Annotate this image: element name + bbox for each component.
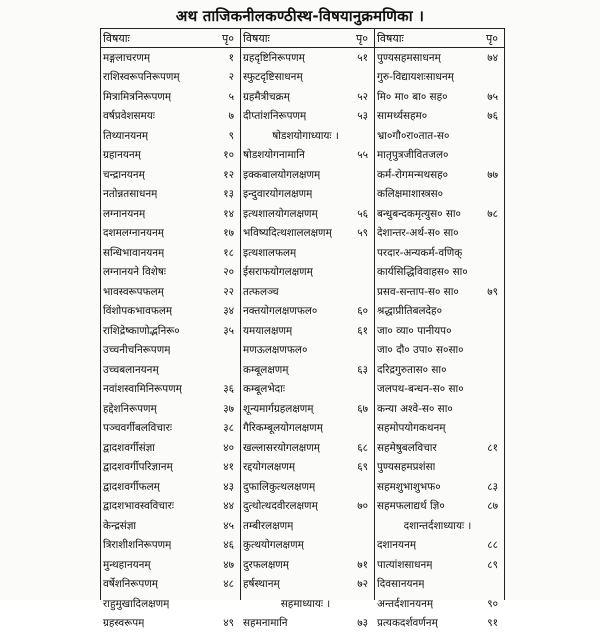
index-entry <box>240 204 374 224</box>
index-entry <box>374 204 504 224</box>
entry-title: ग्रहस्वरूपम् <box>103 616 144 630</box>
entry-title: दुरफलक्षणम् <box>243 558 289 572</box>
index-entry <box>100 321 240 341</box>
page-heading: पृ० <box>222 31 234 46</box>
entry-page-number: ७८ <box>483 207 498 221</box>
index-entry <box>240 380 374 400</box>
entry-title: सहमोपयोगकथनम् <box>377 421 446 435</box>
entry-title: कुत्थयोगलक्षणम् <box>243 538 304 552</box>
index-entry <box>100 126 240 146</box>
entry-title: मित्रामित्रनिरूपणम् <box>103 90 171 104</box>
entry-page-number: २० <box>219 265 234 279</box>
index-entry <box>100 224 240 244</box>
index-entry <box>240 497 374 517</box>
index-entry <box>374 48 504 68</box>
entry-title: दिवसानयनम् <box>377 577 424 591</box>
index-entry <box>240 68 374 88</box>
entry-title: द्वादशवर्गीसंज्ञा <box>103 441 155 455</box>
entry-page-number: ६१ <box>353 324 368 338</box>
index-entry <box>240 282 374 302</box>
index-column-3 <box>374 28 504 600</box>
entry-title: अन्तर्दशानयनम् <box>377 597 433 611</box>
entry-title: हर्षस्थानम् <box>243 577 280 591</box>
index-entry <box>240 263 374 283</box>
entry-title: द्वादशवर्गीपरिज्ञानम् <box>103 460 173 474</box>
index-entry <box>240 360 374 380</box>
index-entry <box>374 438 504 458</box>
index-entry <box>240 438 374 458</box>
entry-page-number: ७४ <box>483 51 498 65</box>
entry-title: तिथ्यानयनम् <box>103 129 148 143</box>
entry-page-number: ७५ <box>483 90 498 104</box>
index-entry <box>240 321 374 341</box>
entry-title: हद्देशनिरूपणम् <box>103 402 157 416</box>
index-entry <box>100 146 240 166</box>
index-entry <box>100 438 240 458</box>
index-entry <box>374 146 504 166</box>
index-entry <box>374 68 504 88</box>
index-entry <box>374 497 504 517</box>
entry-title: दशानयनम् <box>377 538 416 552</box>
index-entry <box>100 204 240 224</box>
entry-title: दुत्थोत्थदवीरलक्षणम् <box>243 499 318 513</box>
entry-page-number: ९० <box>483 597 498 611</box>
entry-page-number: ३६ <box>219 382 234 396</box>
index-entry <box>100 399 240 419</box>
entry-title: राशिस्वरूपनिरूपणम् <box>103 70 180 84</box>
index-entry <box>374 477 504 497</box>
index-entry <box>374 419 504 439</box>
index-entry <box>374 594 504 614</box>
entry-page-number: ४० <box>219 441 234 455</box>
entry-title: सहमशुभाशुभफ० <box>377 480 441 494</box>
index-entry <box>100 575 240 595</box>
column-header <box>100 28 240 48</box>
index-entry <box>240 477 374 497</box>
index-entry <box>100 380 240 400</box>
index-entry <box>100 165 240 185</box>
entry-page-number: ८९ <box>483 558 498 572</box>
entry-title: सन्धिभावानयनम् <box>103 246 164 260</box>
entry-page-number: ५९ <box>353 226 368 240</box>
entry-page-number: ३८ <box>219 421 234 435</box>
index-entry <box>240 341 374 361</box>
index-entry <box>100 243 240 263</box>
entry-page-number: ६३ <box>353 363 368 377</box>
index-entry <box>374 107 504 127</box>
entry-page-number: ६७ <box>353 402 368 416</box>
entry-page-number: ४९ <box>219 616 234 630</box>
entry-title: सहमेषुबलविचार <box>377 441 437 455</box>
entry-title: मातृपुत्रजीवितजल० <box>377 148 448 162</box>
entry-page-number: १ <box>225 51 234 65</box>
entry-title: भ्रा०गौ०रा०तात-स० <box>377 129 449 143</box>
entry-title: नक्तयोगलक्षणफल० <box>243 304 317 318</box>
entry-title: श्रद्धाप्रीतिबलदेह० <box>377 304 442 318</box>
entry-title: लग्नानयनम् <box>103 207 145 221</box>
entry-title: गैरिकम्बूलयोगलक्षणम् <box>243 421 323 435</box>
entry-title: सामर्थ्यसहम० <box>377 109 427 123</box>
entry-page-number: ४५ <box>219 519 234 533</box>
index-entry <box>240 419 374 439</box>
index-column-2 <box>240 28 374 600</box>
entry-title: देशान्तर-अर्थ-स० सा० <box>377 226 459 240</box>
entry-page-number: ७ <box>225 109 234 123</box>
entry-title: केन्द्रसंज्ञा <box>103 519 136 533</box>
index-entry <box>240 555 374 575</box>
index-entry <box>240 458 374 478</box>
index-entry <box>100 419 240 439</box>
entry-title: नतोन्नतसाधनम् <box>103 187 157 201</box>
entry-page-number: ५३ <box>353 109 368 123</box>
entry-page-number: ६० <box>353 304 368 318</box>
entry-page-number: ४४ <box>219 499 234 513</box>
page-title: अथ ताजिकनीलकण्ठीस्थ-विषयानुक्रमणिका । <box>0 6 600 26</box>
entry-page-number: ८७ <box>483 499 498 513</box>
entry-title: द्वादशवर्गीफलम् <box>103 480 160 494</box>
index-entry <box>240 243 374 263</box>
entry-title: दीप्तांशनिरूपणम् <box>243 109 306 123</box>
subject-heading: विषयाः <box>377 31 404 46</box>
entry-title: लग्नानयने विशेषः <box>103 265 166 279</box>
entry-title: ग्रहमैत्रीचक्रम् <box>243 90 290 104</box>
index-entry <box>100 614 240 633</box>
entry-page-number: ८१ <box>483 441 498 455</box>
index-entry <box>240 575 374 595</box>
entry-title: पञ्चवर्गीबलविचारः <box>103 421 172 435</box>
subject-heading: विषयाः <box>243 31 270 46</box>
entry-title: दशमलग्नानयनम् <box>103 226 164 240</box>
entry-page-number: २ <box>225 70 234 84</box>
entry-title: राहुमुखादिलक्षणम् <box>103 597 169 611</box>
entry-page-number: ७६ <box>483 109 498 123</box>
entry-title: पुण्यसहमसाधनम् <box>377 51 441 65</box>
entry-page-number: ४१ <box>219 460 234 474</box>
entry-page-number: ३५ <box>219 324 234 338</box>
entry-page-number: ९ <box>225 129 234 143</box>
entry-page-number: ७३ <box>353 616 368 630</box>
index-entry <box>374 575 504 595</box>
entry-page-number: १० <box>219 148 234 162</box>
index-entry <box>374 399 504 419</box>
index-entry <box>240 224 374 244</box>
index-entry <box>240 516 374 536</box>
entry-title: गुरु-विद्यायशःसाधनम् <box>377 70 454 84</box>
index-entry <box>240 302 374 322</box>
index-entry <box>374 360 504 380</box>
entry-title: सहमनामानि <box>243 616 288 630</box>
index-entry <box>240 165 374 185</box>
index-entry <box>240 87 374 107</box>
entry-title: जा० दौ० उपा० स०सा० <box>377 343 464 357</box>
index-entry <box>100 107 240 127</box>
index-entry <box>374 321 504 341</box>
entry-title: वर्षप्रवेशसमयः <box>103 109 155 123</box>
index-entry <box>100 458 240 478</box>
entry-title: इन्दुवारयोगलक्षणम् <box>243 187 312 201</box>
entry-page-number: ३४ <box>219 304 234 318</box>
index-entry <box>100 555 240 575</box>
index-entry <box>374 263 504 283</box>
index-entry <box>240 146 374 166</box>
entry-title: द्वादशभावस्वविचारः <box>103 499 174 513</box>
section-heading <box>374 516 504 536</box>
index-entry <box>100 48 240 68</box>
entry-title: षोडशयोगाध्यायः । <box>272 129 339 143</box>
index-column-1 <box>100 28 240 600</box>
entry-page-number: ५१ <box>353 51 368 65</box>
entry-title: दशान्तर्दशाध्यायः । <box>404 519 472 533</box>
index-entry <box>374 302 504 322</box>
index-entry <box>100 594 240 614</box>
entry-title: कलिक्षमाशास्त्रस० <box>377 187 443 201</box>
entry-title: स्फुटदृष्टिसाधनम् <box>243 70 303 84</box>
entry-title: सहमफलाद्यर्थ ज्ञि० <box>377 499 445 513</box>
entry-title: इत्थशालफलम् <box>243 246 296 260</box>
entry-title: परदार-अन्यकर्म-वणिक् <box>377 246 462 260</box>
index-entry <box>100 341 240 361</box>
entry-page-number: ७१ <box>353 558 368 572</box>
entry-title: रद्दयोगलक्षणम् <box>243 460 295 474</box>
entry-title: तत्फलञ्च <box>243 285 279 299</box>
index-entry <box>374 341 504 361</box>
index-entry <box>240 107 374 127</box>
page-heading: पृ० <box>486 31 498 46</box>
index-entry <box>374 282 504 302</box>
index-entry <box>240 536 374 556</box>
column-rule <box>504 28 505 600</box>
entry-title: राशिद्रेष्काणोद्भनिरू० <box>103 324 180 338</box>
entry-title: मङ्गलाचरणम् <box>103 51 150 65</box>
index-entry <box>100 282 240 302</box>
entry-page-number: ५२ <box>353 90 368 104</box>
entry-title: ग्रहानयनम् <box>103 148 141 162</box>
entry-title: इक्कबालयोगलक्षणम् <box>243 168 320 182</box>
index-entry <box>100 360 240 380</box>
entry-title: तम्बीरलक्षणम् <box>243 519 293 533</box>
index-entry <box>374 126 504 146</box>
entry-title: षोडशयोगनामानि <box>243 148 305 162</box>
index-entry <box>374 380 504 400</box>
entry-title: भविष्यदित्थशाललक्षणम् <box>243 226 332 240</box>
entry-title: इत्थशालयोगलक्षणम् <box>243 207 318 221</box>
entry-title: मणऊलक्षणफल० <box>243 343 307 357</box>
entry-title: विंशोपकभावफलम् <box>103 304 172 318</box>
entry-title: बन्धुबन्दकमृत्युस० सा० <box>377 207 461 221</box>
entry-title: कार्यसिद्धिविवाहस० सा० <box>377 265 468 279</box>
entry-title: मुन्थहानयनम् <box>103 558 151 572</box>
index-entry <box>374 555 504 575</box>
index-entry <box>100 477 240 497</box>
entry-title: भावस्वरूपफलम् <box>103 285 164 299</box>
column-header <box>240 28 374 48</box>
entry-page-number: ४६ <box>219 538 234 552</box>
entry-page-number: १७ <box>219 226 234 240</box>
index-entry <box>374 87 504 107</box>
index-entry <box>374 536 504 556</box>
index-entry <box>100 87 240 107</box>
entry-title: कन्या अश्वे-स० सा० <box>377 402 453 416</box>
entry-title: दुफालिकुत्थलक्षणम् <box>243 480 315 494</box>
index-entry <box>374 224 504 244</box>
index-entry <box>100 263 240 283</box>
entry-title: यमयालक्षणम् <box>243 324 292 338</box>
entry-title: खल्लासरयोगलक्षणम् <box>243 441 320 455</box>
index-entry <box>374 458 504 478</box>
entry-page-number: ३७ <box>219 402 234 416</box>
page-heading: पृ० <box>356 31 368 46</box>
entry-page-number: २२ <box>219 285 234 299</box>
entry-title: उच्चनीचनिरूपणम् <box>103 343 170 357</box>
subject-heading: विषयाः <box>103 31 130 46</box>
entry-title: त्रिराशीशनिरूपणम् <box>103 538 171 552</box>
entry-page-number: १२ <box>219 168 234 182</box>
section-heading <box>240 594 374 614</box>
entry-title: कर्म-रोगमन्मथसह० <box>377 168 448 182</box>
section-heading <box>240 126 374 146</box>
entry-page-number: ५५ <box>353 148 368 162</box>
entry-title: वर्षेशनिरूपणम् <box>103 577 158 591</box>
entry-page-number: ७९ <box>483 285 498 299</box>
entry-page-number: ५६ <box>353 207 368 221</box>
entry-title: चन्द्रानयनम् <box>103 168 145 182</box>
column-header <box>374 28 504 48</box>
index-entry <box>240 48 374 68</box>
entry-page-number: ८८ <box>483 538 498 552</box>
index-entry <box>374 185 504 205</box>
entry-page-number: १८ <box>219 246 234 260</box>
entry-title: कम्बूलभेदाः <box>243 382 285 396</box>
index-entry <box>374 165 504 185</box>
entry-page-number: ७० <box>353 499 368 513</box>
entry-title: प्रत्यकदर्शवर्णनम् <box>377 616 438 630</box>
entry-page-number: १३ <box>219 187 234 201</box>
entry-page-number: ४७ <box>219 558 234 572</box>
entry-title: मि० मा० बा० सह० <box>377 90 448 104</box>
entry-page-number: ६९ <box>353 460 368 474</box>
entry-page-number: ९१ <box>483 616 498 630</box>
index-entry <box>240 185 374 205</box>
entry-title: ईसराफयोगलक्षणम् <box>243 265 313 279</box>
entry-page-number: ५ <box>225 90 234 104</box>
index-entry <box>100 302 240 322</box>
index-entry <box>100 516 240 536</box>
index-entry <box>100 185 240 205</box>
index-entry <box>374 614 504 633</box>
entry-title: नवांशस्वामिनिरूपणम् <box>103 382 182 396</box>
entry-title: जलपथ-बन्धन-स० सा० <box>377 382 464 396</box>
entry-title: प्रसव-सन्ताप-स० सा० <box>377 285 459 299</box>
entry-title: सहमाध्यायः । <box>281 597 330 611</box>
index-entry <box>240 399 374 419</box>
entry-page-number: ८३ <box>483 480 498 494</box>
entry-title: जा० व्या० पानीयप० <box>377 324 451 338</box>
index-entry <box>100 497 240 517</box>
entry-page-number: ४८ <box>219 577 234 591</box>
entry-title: दरिद्रगुरुतास० सा० <box>377 363 447 377</box>
index-entry <box>240 614 374 633</box>
entry-title: कम्बूलक्षणम् <box>243 363 289 377</box>
index-entry <box>100 536 240 556</box>
entry-title: ग्रहदृष्टिनिरूपणम् <box>243 51 305 65</box>
entry-title: उच्चबलानयनम् <box>103 363 159 377</box>
index-entry <box>374 243 504 263</box>
entry-page-number: ७२ <box>353 577 368 591</box>
index-entry <box>100 68 240 88</box>
entry-title: पुण्यसहमप्रशंसा <box>377 460 435 474</box>
entry-page-number: ६८ <box>353 441 368 455</box>
entry-page-number: १४ <box>219 207 234 221</box>
entry-page-number: ४३ <box>219 480 234 494</box>
entry-page-number: ७७ <box>483 168 498 182</box>
entry-title: शून्यमार्गग्रहलक्षणम् <box>243 402 314 416</box>
entry-title: पात्यांशसाधनम् <box>377 558 432 572</box>
